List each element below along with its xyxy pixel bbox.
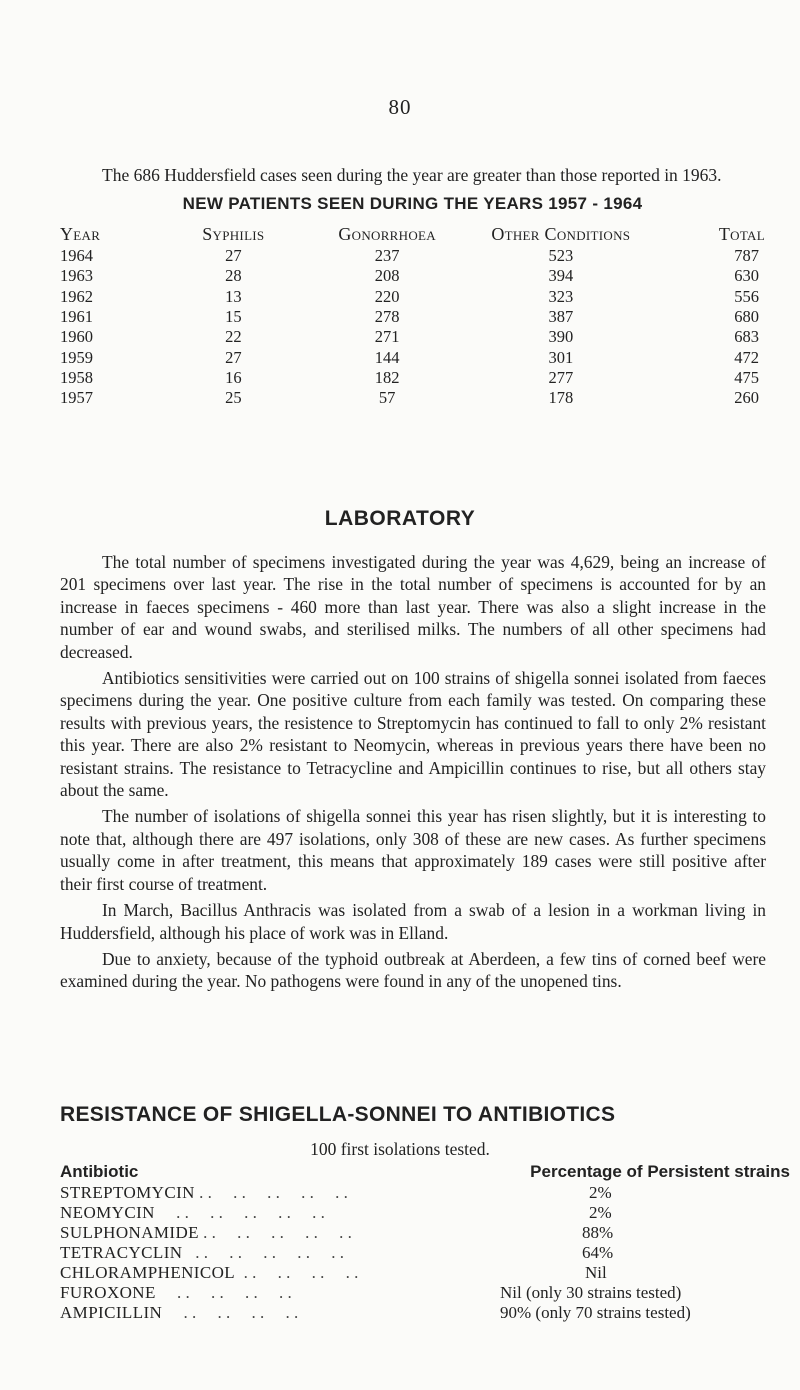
antibiotic-name: NEOMYCIN [60,1203,155,1222]
leader-dots: . . . . . . . . . . [198,1223,352,1242]
resistance-value: 2% [589,1183,612,1202]
cell-total: 475 [734,367,759,387]
lab-paragraph-antibiotics: Antibiotics sensitivities were carried out on 100 strains of shigella sonnei isolated from faeces specimens during the year. One positive culture from each family was tested. On comparing these results with previous years, the resistence to Streptomycin has continued to fall to only 2% resistant this year. There are also 2% resistant to Neomycin, whereas in previous years there have been no resistant strains. The resistance to Tetracycline and Ampicillin continues to rise, but all others stay about the same. [60,668,766,801]
cell-gonorrhoea: 220 [374,286,400,306]
resistance-header-row [60,1161,790,1183]
antibiotic-name: SULPHONAMIDE [60,1223,199,1242]
cell-total: 680 [734,307,759,327]
laboratory-heading: LABORATORY [324,507,476,530]
cell-syphilis: 15 [225,307,242,327]
table-row [60,327,765,347]
leader-dots: . . . . . . . . [155,1283,292,1302]
cell-year: 1958 [60,367,93,387]
cell-other: 323 [548,286,574,306]
antibiotic-name: CHLORAMPHENICOL [60,1263,236,1282]
resistance-row [60,1303,790,1323]
cell-syphilis: 13 [225,286,242,306]
cell-gonorrhoea: 271 [374,327,400,347]
cell-other: 523 [548,246,574,266]
cell-year: 1964 [60,246,93,266]
cell-other: 277 [548,367,574,387]
table-row [60,388,765,408]
cell-year: 1961 [60,307,93,327]
table-row [60,266,765,286]
resistance-subheading: 100 first isolations tested. [310,1139,490,1159]
cell-year: 1960 [60,327,93,347]
table-header-row [60,222,765,246]
cell-year: 1959 [60,347,93,367]
leader-dots: . . . . . . . . [162,1303,299,1322]
resistance-value: 90% (only 70 strains tested) [500,1303,691,1322]
cell-other: 387 [548,307,574,327]
cell-year: 1962 [60,286,93,306]
lab-paragraph-anthracis: In March, Bacillus Anthracis was isolated from a swab of a lesion in a workman living in Huddersfield, although his place of work was in Elland. [60,900,766,943]
resistance-value: Nil (only 30 strains tested) [500,1283,682,1302]
antibiotic-name: TETRACYCLIN [60,1243,183,1262]
lab-paragraph-isolations: The number of isolations of shigella sonnei this year has risen slightly, but it is interesting to note that, although there are 497 isolations, only 308 of these are new cases. As further specimens usually come in after treatment, this means that approximately 189 cases were still positive after their first course of treatment. [60,806,766,894]
col-header-year: Year [60,223,101,244]
cell-syphilis: 27 [225,246,242,266]
cell-total: 787 [734,246,759,266]
cell-total: 683 [734,327,759,347]
patients-table-title: NEW PATIENTS SEEN DURING THE YEARS 1957 - 1964 [182,194,643,213]
table-row [60,368,765,388]
col-header-syphilis: Syphilis [202,223,265,244]
resistance-row [60,1223,790,1243]
cell-total: 260 [734,388,759,408]
cell-syphilis: 16 [225,367,242,387]
laboratory-body [60,551,766,997]
intro-paragraph: The 686 Huddersfield cases seen during the year are greater than those reported in 1963. [102,164,722,185]
resistance-value: 2% [589,1203,612,1222]
resistance-row [60,1203,790,1223]
antibiotic-name: STREPTOMYCIN [60,1183,195,1202]
resistance-row [60,1183,790,1203]
new-patients-table [60,222,765,408]
cell-other: 394 [548,266,574,286]
cell-other: 178 [548,388,574,408]
table-row [60,307,765,327]
lab-paragraph-corned-beef: Due to anxiety, because of the typhoid outbreak at Aberdeen, a few tins of corned beef were examined during the year. No pathogens were found in any of the unopened tins. [60,948,766,992]
col-header-other-conditions: Other Conditions [491,223,631,244]
cell-syphilis: 25 [225,388,242,408]
leader-dots: . . . . . . . . . . [182,1243,344,1262]
resistance-value: 88% [582,1223,614,1242]
table-row [60,347,765,367]
cell-gonorrhoea: 57 [378,388,396,408]
lab-paragraph-specimens: The total number of specimens investigated during the year was 4,629, being an increase of 201 specimens over last year. The rise in the total number of specimens is accounted for by an increase in faeces specimens - 460 more than last year. There was also a slight increase in the number of ear and wound swabs, and sterilised milks. The numbers of all other specimens had decreased. [60,552,766,662]
cell-year: 1957 [60,388,93,408]
col-header-antibiotic: Antibiotic [60,1162,139,1181]
resistance-row [60,1283,790,1303]
cell-gonorrhoea: 208 [374,266,400,286]
antibiotic-name: AMPICILLIN [60,1303,163,1322]
cell-syphilis: 22 [225,327,242,347]
col-header-percentage: Percentage of Persistent strains [530,1162,790,1181]
table-row [60,287,765,307]
cell-total: 630 [734,266,759,286]
cell-syphilis: 28 [225,266,242,286]
antibiotic-name: FUROXONE [60,1283,156,1302]
resistance-value: 64% [582,1243,614,1262]
resistance-row [60,1263,790,1283]
cell-other: 390 [548,327,574,347]
cell-gonorrhoea: 182 [374,367,400,387]
cell-year: 1963 [60,266,93,286]
resistance-row [60,1243,790,1263]
cell-total: 556 [734,286,759,306]
resistance-value: Nil [585,1263,607,1282]
cell-gonorrhoea: 278 [374,307,400,327]
col-header-total: Total [718,223,765,244]
resistance-table [60,1161,790,1323]
cell-other: 301 [548,347,574,367]
leader-dots: . . . . . . . . . . [194,1183,348,1202]
col-header-gonorrhoea: Gonorrhoea [338,223,436,244]
cell-gonorrhoea: 144 [374,347,400,367]
cell-gonorrhoea: 237 [374,246,400,266]
leader-dots: . . . . . . . . . . [154,1203,325,1222]
cell-syphilis: 27 [225,347,242,367]
page-number: 80 [388,95,412,119]
resistance-heading: RESISTANCE OF SHIGELLA-SONNEI TO ANTIBIOTICS [60,1103,616,1126]
leader-dots: . . . . . . . . [235,1263,359,1282]
table-row [60,246,765,266]
cell-total: 472 [734,347,759,367]
